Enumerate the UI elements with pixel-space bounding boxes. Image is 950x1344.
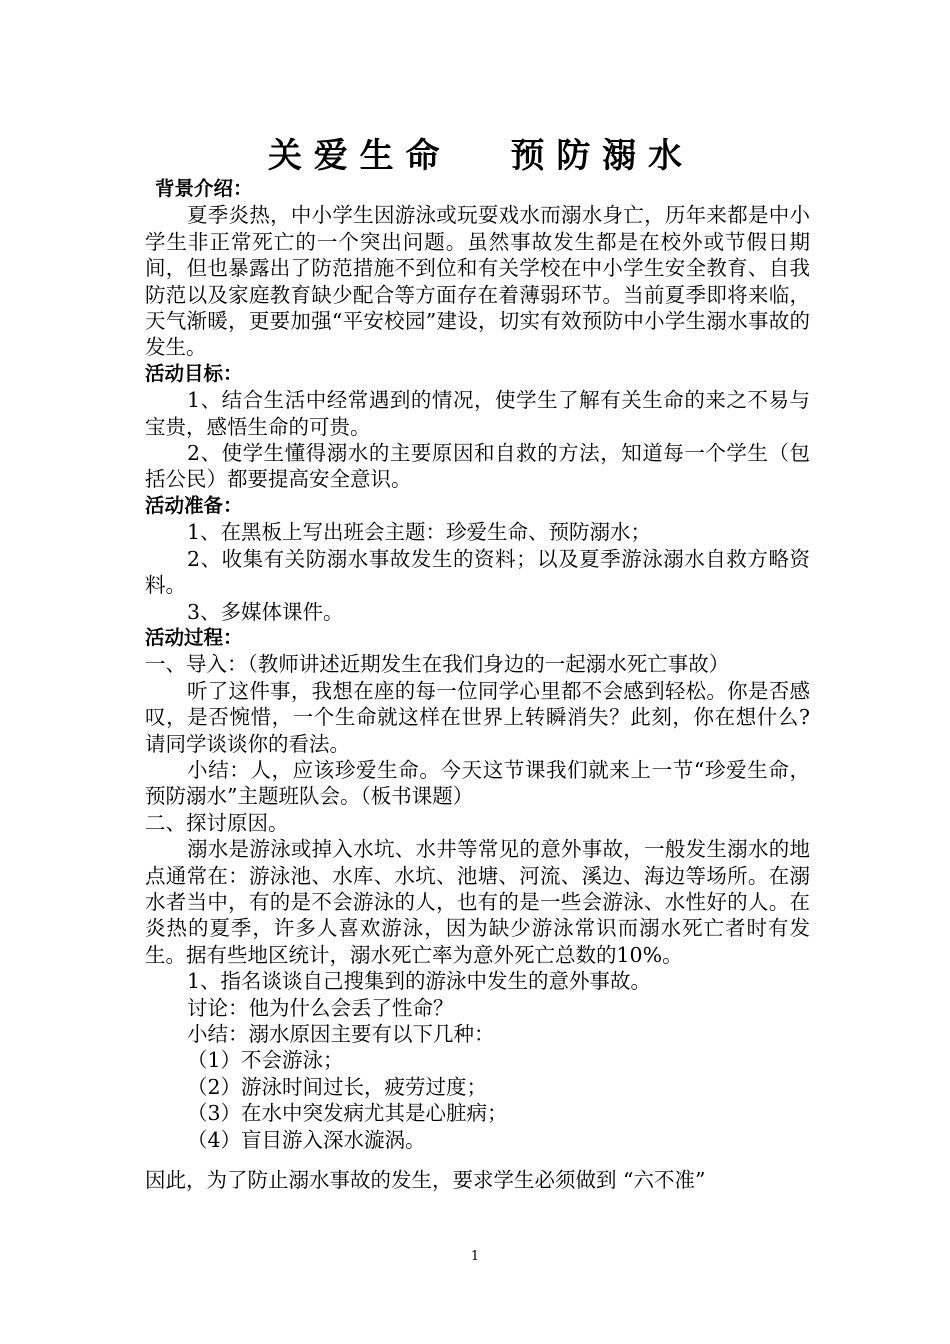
intro-paragraph: 听了这件事，我想在座的每一位同学心里都不会感到轻松。你是否感叹，是否惋惜，一个生命就这样在世界上转瞬消失？此刻，你在想什么?请同学谈谈你的看法。 [145,678,810,756]
goal-item-1: 1、结合生活中经常遇到的情况，使学生了解有关生命的来之不易与宝贵，感悟生命的可贵。 [145,388,810,439]
prep-item-2: 2、收集有关防溺水事故发生的资料；以及夏季游泳溺水自救方略资料。 [145,546,810,598]
heading-process: 活动过程： [145,625,243,649]
page-title: 关 爱 生 命 预 防 溺 水 [267,136,683,176]
discussion-line: 讨论：他为什么会丢了性命？ [187,995,454,1020]
intro-summary: 小结：人，应该珍爱生命。今天这节课我们就来上一节“珍爱生命，预防溺水”主题班队会。（板书课题） [145,757,810,809]
prep-item-3: 3、多媒体课件。 [187,599,344,624]
reason-item-2: （2）游泳时间过长，疲劳过度； [187,1074,488,1099]
cause-task: 1、指名谈谈自己搜集到的游泳中发生的意外事故。 [187,969,652,994]
cause-paragraph: 溺水是游泳或掉入水坑、水井等常见的意外事故，一般发生溺水的地点通常在：游泳池、水库、水坑、池塘、河流、溪边、海边等场所。在溺水者当中，有的是不会游泳的人，也有的是一些会游泳、水性好的人。在炎热的夏季，许多人喜欢游泳，因为缺少游泳常识而溺水死亡者时有发生。据有些地区统计，溺水死亡率为意外死亡总数的10%。 [145,837,810,967]
heading-background: 背景介绍： [155,177,253,200]
summary-line: 小结：溺水原因主要有以下几种： [187,1022,495,1046]
reason-item-4: （4）盲目游入深水漩涡。 [187,1127,426,1152]
document-body [145,176,810,1193]
conclusion-line: 因此，为了防止溺水事故的发生，要求学生必须做到 “六不准” [145,1168,706,1193]
page-number: 1 [470,1249,480,1264]
heading-goals: 活动目标： [145,361,243,385]
prep-item-1: 1、在黑板上写出班会主题：珍爱生命、预防溺水； [187,520,652,545]
cause-line: 二、探讨原因。 [145,810,289,835]
background-paragraph: 夏季炎热，中小学生因游泳或玩耍戏水而溺水身亡，历年来都是中小学生非正常死亡的一个突出问题。虽然事故发生都是在校外或节假日期间，但也暴露出了防范措施不到位和有关学校在中小学生安全教育、自我防范以及家庭教育缺少配合等方面存在着薄弱环节。当前夏季即将来临，天气渐暖，更要加强“平安校园”建设，切实有效预防中小学生溺水事故的发生。 [145,203,810,360]
reason-item-3: （3）在水中突发病尤其是心脏病； [187,1101,508,1126]
heading-prep: 活动准备： [145,493,243,517]
reason-item-1: （1）不会游泳； [187,1048,344,1073]
goal-item-2: 2、使学生懂得溺水的主要原因和自救的方法，知道每一个学生（包括公民）都要提高安全意识。 [145,441,810,492]
intro-line: 一、导入：（教师讲述近期发生在我们身边的一起溺水死亡事故） [145,652,730,677]
